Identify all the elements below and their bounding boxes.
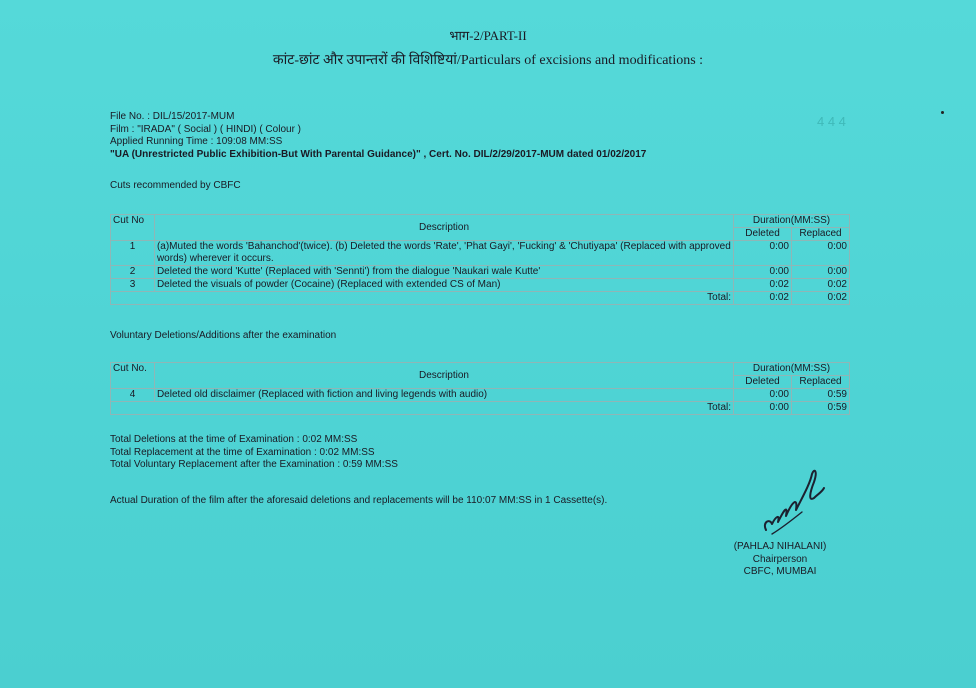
table-header-row (111, 363, 850, 376)
cut-no-header: Cut No (111, 215, 155, 241)
total-voluntary: Total Voluntary Replacement after the Examination : 0:59 MM:SS (110, 459, 398, 470)
cut-no-header: Cut No. (111, 363, 155, 389)
signatory-title: Chairperson (752, 553, 808, 565)
replaced-duration: 0:00 (792, 241, 850, 266)
cut-number: 2 (111, 266, 155, 279)
signatory-org: CBFC, MUMBAI (743, 566, 817, 577)
deleted-header: Deleted (734, 228, 792, 241)
total-replaced: 0:59 (791, 402, 849, 415)
deleted-duration: 0:02 (734, 279, 792, 292)
voluntary-label: Voluntary Deletions/Additions after the examination (110, 330, 337, 341)
cut-description: Deleted the word 'Kutte' (Replaced with 'Sennti') from the dialogue 'Naukari wale Kutte' (154, 266, 733, 279)
cut-number: 1 (111, 241, 155, 266)
replaced-duration: 0:00 (792, 266, 850, 279)
signature-icon (752, 458, 832, 538)
total-replacement: Total Replacement at the time of Examination : 0:02 MM:SS (110, 446, 375, 458)
total-deletions: Total Deletions at the time of Examination : 0:02 MM:SS (110, 434, 358, 445)
deleted-header: Deleted (734, 376, 792, 389)
table-row (111, 241, 850, 266)
description-header: Description (154, 363, 733, 389)
deleted-duration: 0:00 (734, 389, 792, 402)
cut-number: 4 (111, 389, 155, 402)
part-heading: भाग-2/PART-II (449, 28, 527, 43)
voluntary-table (110, 362, 850, 415)
svg-text:4 4 4: 4 4 4 (817, 114, 846, 129)
description-header: Description (154, 215, 733, 241)
duration-header: Duration(MM:SS) (734, 363, 850, 376)
table-row (111, 389, 850, 402)
total-deleted: 0:02 (734, 292, 792, 305)
total-row (111, 292, 850, 305)
totals-summary (110, 434, 398, 472)
signatory-name: (PAHLAJ NIHALANI) (733, 541, 827, 552)
certificate-line: "UA (Unrestricted Public Exhibition-But With Parental Guidance)" , Cert. No. DIL/2/29/2017-MUM dated 01/02/2017 (110, 148, 647, 160)
film-title: Film : "IRADA" ( Social ) ( HINDI) ( Colour ) (110, 123, 302, 135)
running-time: Applied Running Time : 109:08 MM:SS (110, 136, 283, 147)
total-label: Total: (154, 402, 733, 415)
cut-description: Deleted old disclaimer (Replaced with fiction and living legends with audio) (154, 389, 733, 402)
cbfc-cuts-table (110, 214, 850, 305)
cut-number: 3 (111, 279, 155, 292)
ink-dot (941, 111, 944, 114)
replaced-header: Replaced (792, 228, 850, 241)
file-details (110, 111, 646, 161)
replaced-header: Replaced (791, 376, 849, 389)
cut-description: Deleted the visuals of powder (Cocaine) (Replaced with extended CS of Man) (154, 279, 733, 292)
replaced-duration: 0:59 (791, 389, 849, 402)
cut-description: (a)Muted the words 'Bahanchod'(twice). (b) Deleted the words 'Rate', 'Phat Gayi', 'Fucking' & 'Chutiyapa' (Replaced with approved words) wherever it occurs. (154, 241, 733, 266)
total-replaced: 0:02 (792, 292, 850, 305)
total-deleted: 0:00 (734, 402, 792, 415)
file-number: File No. : DIL/15/2017-MUM (110, 111, 235, 122)
table-row (111, 266, 850, 279)
signatory-block (700, 541, 860, 579)
actual-duration: Actual Duration of the film after the aforesaid deletions and replacements will be 110:07 MM:SS in 1 Cassette(s). (110, 495, 608, 506)
total-row (111, 402, 850, 415)
table-row (111, 279, 850, 292)
duration-header: Duration(MM:SS) (734, 215, 850, 228)
stamp-smudge-icon (815, 112, 855, 130)
total-label: Total: (154, 292, 733, 305)
deleted-duration: 0:00 (734, 266, 792, 279)
page-title: कांट-छांट और उपान्तरों की विशिष्टियां/Particulars of excisions and modifications : (272, 53, 704, 68)
cbfc-cuts-label: Cuts recommended by CBFC (110, 180, 241, 191)
replaced-duration: 0:02 (792, 279, 850, 292)
table-header-row (111, 215, 850, 228)
deleted-duration: 0:00 (734, 241, 792, 266)
